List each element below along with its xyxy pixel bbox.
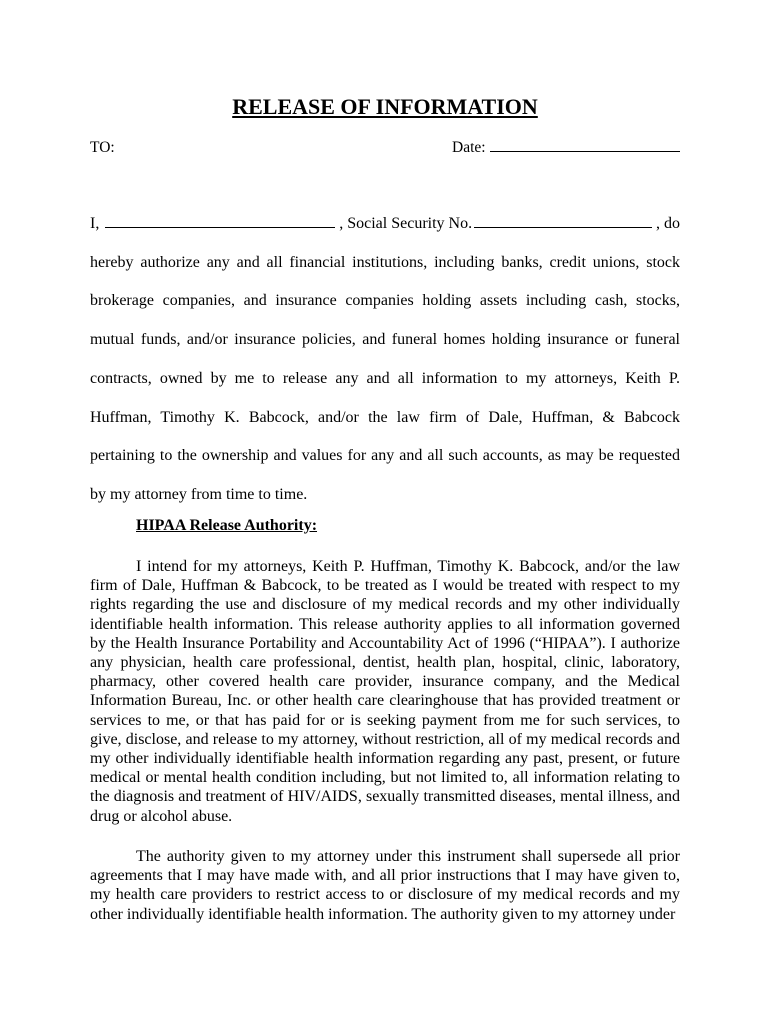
- hipaa-paragraph: I intend for my attorneys, Keith P. Huffman, Timothy K. Babcock, and/or the law firm of Dale, Huffman & Babcock, to be treated as I would be treated with respect to my rights regarding the use and disclosure of my medical records and my other individually identifiable health information. This release authority applies to all information governed by the Health Insurance Portability and Accountability Act of 1996 (“HIPAA”). I authorize any physician, health care professional, dentist, health plan, hospital, clinic, laboratory, pharmacy, other covered health care provider, insurance company, and the Medical Information Bureau, Inc. or other health care clearinghouse that has provided treatment or services to me, or that has paid for or is seeking payment from me for such services, to give, disclose, and release to my attorney, without restriction, all of my medical records and my other individually identifiable health information regarding any past, present, or future medical or mental health condition including, but not limited to, all information relating to the diagnosis and treatment of HIV/AIDS, sexually transmitted diseases, mental illness, and drug or alcohol abuse.: [90, 558, 680, 825]
- authorization-paragraph: [90, 205, 680, 515]
- authorization-suffix: , do: [655, 215, 680, 232]
- ssn-field: [339, 205, 652, 244]
- to-label: TO:: [90, 139, 115, 156]
- authorization-first-line: [90, 205, 680, 244]
- hipaa-heading: HIPAA Release Authority:: [136, 517, 318, 534]
- date-blank[interactable]: [490, 139, 680, 152]
- ssn-blank[interactable]: [474, 213, 652, 228]
- date-field: [452, 139, 680, 157]
- ssn-label: , Social Security No.: [339, 215, 473, 232]
- authorization-body: hereby authorize any and all financial institutions, including banks, credit unions, stock brokerage companies, and insurance companies holding assets including cash, stocks, mutual funds, and/or insurance policies, and funeral homes holding insurance or funeral contracts, owned by me to release any and all information to my attorneys, Keith P. Huffman, Timothy K. Babcock, and/or the law firm of Dale, Huffman, & Babcock pertaining to the ownership and values for any and all such accounts, as may be requested by my attorney from time to time.: [90, 253, 680, 503]
- authority-paragraph: The authority given to my attorney under this instrument shall supersede all prior agreements that I may have made with, and all prior instructions that I may have given to, my health care providers to restrict access to or disclosure of my medical records and my other individually identifiable health information. The authority given to my attorney under: [90, 848, 680, 923]
- date-label: Date:: [452, 139, 486, 156]
- authorization-prefix: I,: [90, 215, 100, 232]
- name-field: [90, 205, 335, 244]
- name-blank[interactable]: [105, 213, 335, 228]
- document-title: RELEASE OF INFORMATION: [232, 94, 538, 119]
